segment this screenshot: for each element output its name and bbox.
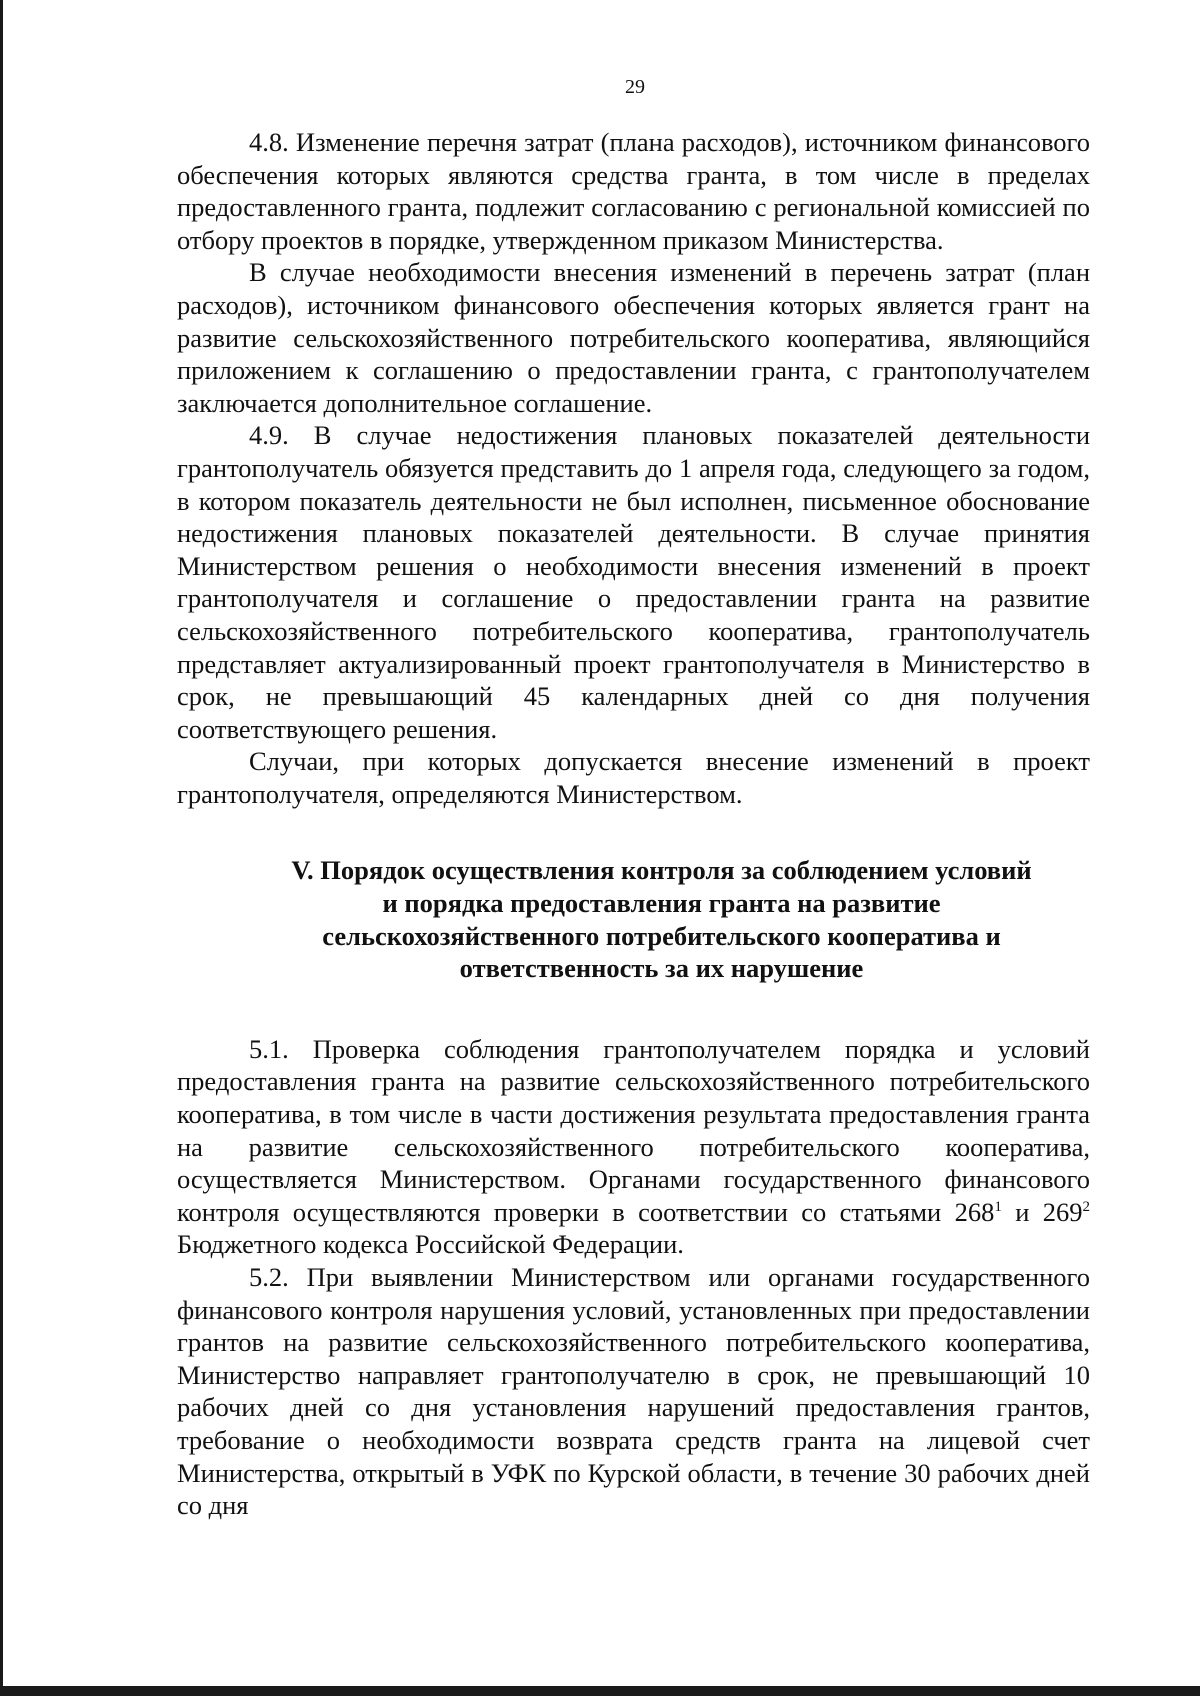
section-heading-line: V. Порядок осуществления контроля за соблюдением условий [291,855,1032,886]
scan-left-edge [0,0,3,1696]
paragraph-4-9-addendum: Случаи, при которых допускается внесение изменений в проект грантополучателя, определяются Министерством. [177,746,1090,809]
paragraph-4-8: 4.8. Изменение перечня затрат (плана расходов), источником финансового обеспечения которых являются средства гранта, в том числе в пределах предоставленного гранта, подлежит согласованию с региональной комиссией по отбору проектов в порядке, утвержденном приказом Министерства. [177,127,1090,255]
page-number: 29 [625,76,645,98]
footnote-superscript: 1 [994,1198,1002,1215]
paragraph-5-2: 5.2. При выявлении Министерством или органами государственного финансового контроля нарушения условий, установленных при предоставлении грантов на развитие сельскохозяйственного потребительского кооператива, Министерство направляет грантополучателю в срок, не превышающий 10 рабочих дней со дня установления нарушений предоставления грантов, требование о необходимости возврата средств гранта на лицевой счет Министерства, открытый в УФК по Курской области, в течение 30 рабочих дней со дня [177,1262,1090,1521]
document-body [177,126,1090,1522]
footnote-superscript: 2 [1082,1198,1091,1215]
section-v-heading [177,854,1090,984]
section-heading-line: ответственность за их нарушение [459,953,864,984]
paragraph-5-1-text: 5.1. Проверка соблюдения грантополучателем порядка и условий предоставления гранта на развитие сельскохозяйственного потребительского кооператива, в том числе в части достижения результата предоставления гранта на развитие сельскохозяйственного потребительского кооператива, осуществляется Министерством. Органами государственного финансового контроля осуществляются проверки в соответствии со статьями 268 [177,1033,1090,1227]
paragraph-5-1-text: и 269 [1001,1196,1083,1227]
paragraph-4-9: 4.9. В случае недостижения плановых показателей деятельности грантополучатель обязуется представить до 1 апреля года, следующего за годом, в котором показатель деятельности не был исполнен, письменное обоснование недостижения плановых показателей деятельности. В случае принятия Министерством решения о необходимости внесения изменений в проект грантополучателя и соглашение о предоставлении гранта на развитие сельскохозяйственного потребительского кооператива, грантополучатель представляет актуализированный проект грантополучателя в Министерство в срок, не превышающий 45 календарных дней со дня получения соответствующего решения. [177,420,1090,744]
paragraph-5-1 [177,1033,1090,1261]
paragraph-4-8-addendum: В случае необходимости внесения изменений в перечень затрат (план расходов), источником финансового обеспечения которых является грант на развитие сельскохозяйственного потребительского кооператива, являющийся приложением к соглашению о предоставлении гранта, с грантополучателем заключается дополнительное соглашение. [177,257,1090,418]
section-heading-line: сельскохозяйственного потребительского кооператива и [322,920,1001,951]
scan-bottom-edge [0,1686,1200,1696]
paragraph-5-1-text: Бюджетного кодекса Российской Федерации. [177,1229,684,1260]
section-heading-line: и порядка предоставления гранта на развитие [382,888,941,919]
